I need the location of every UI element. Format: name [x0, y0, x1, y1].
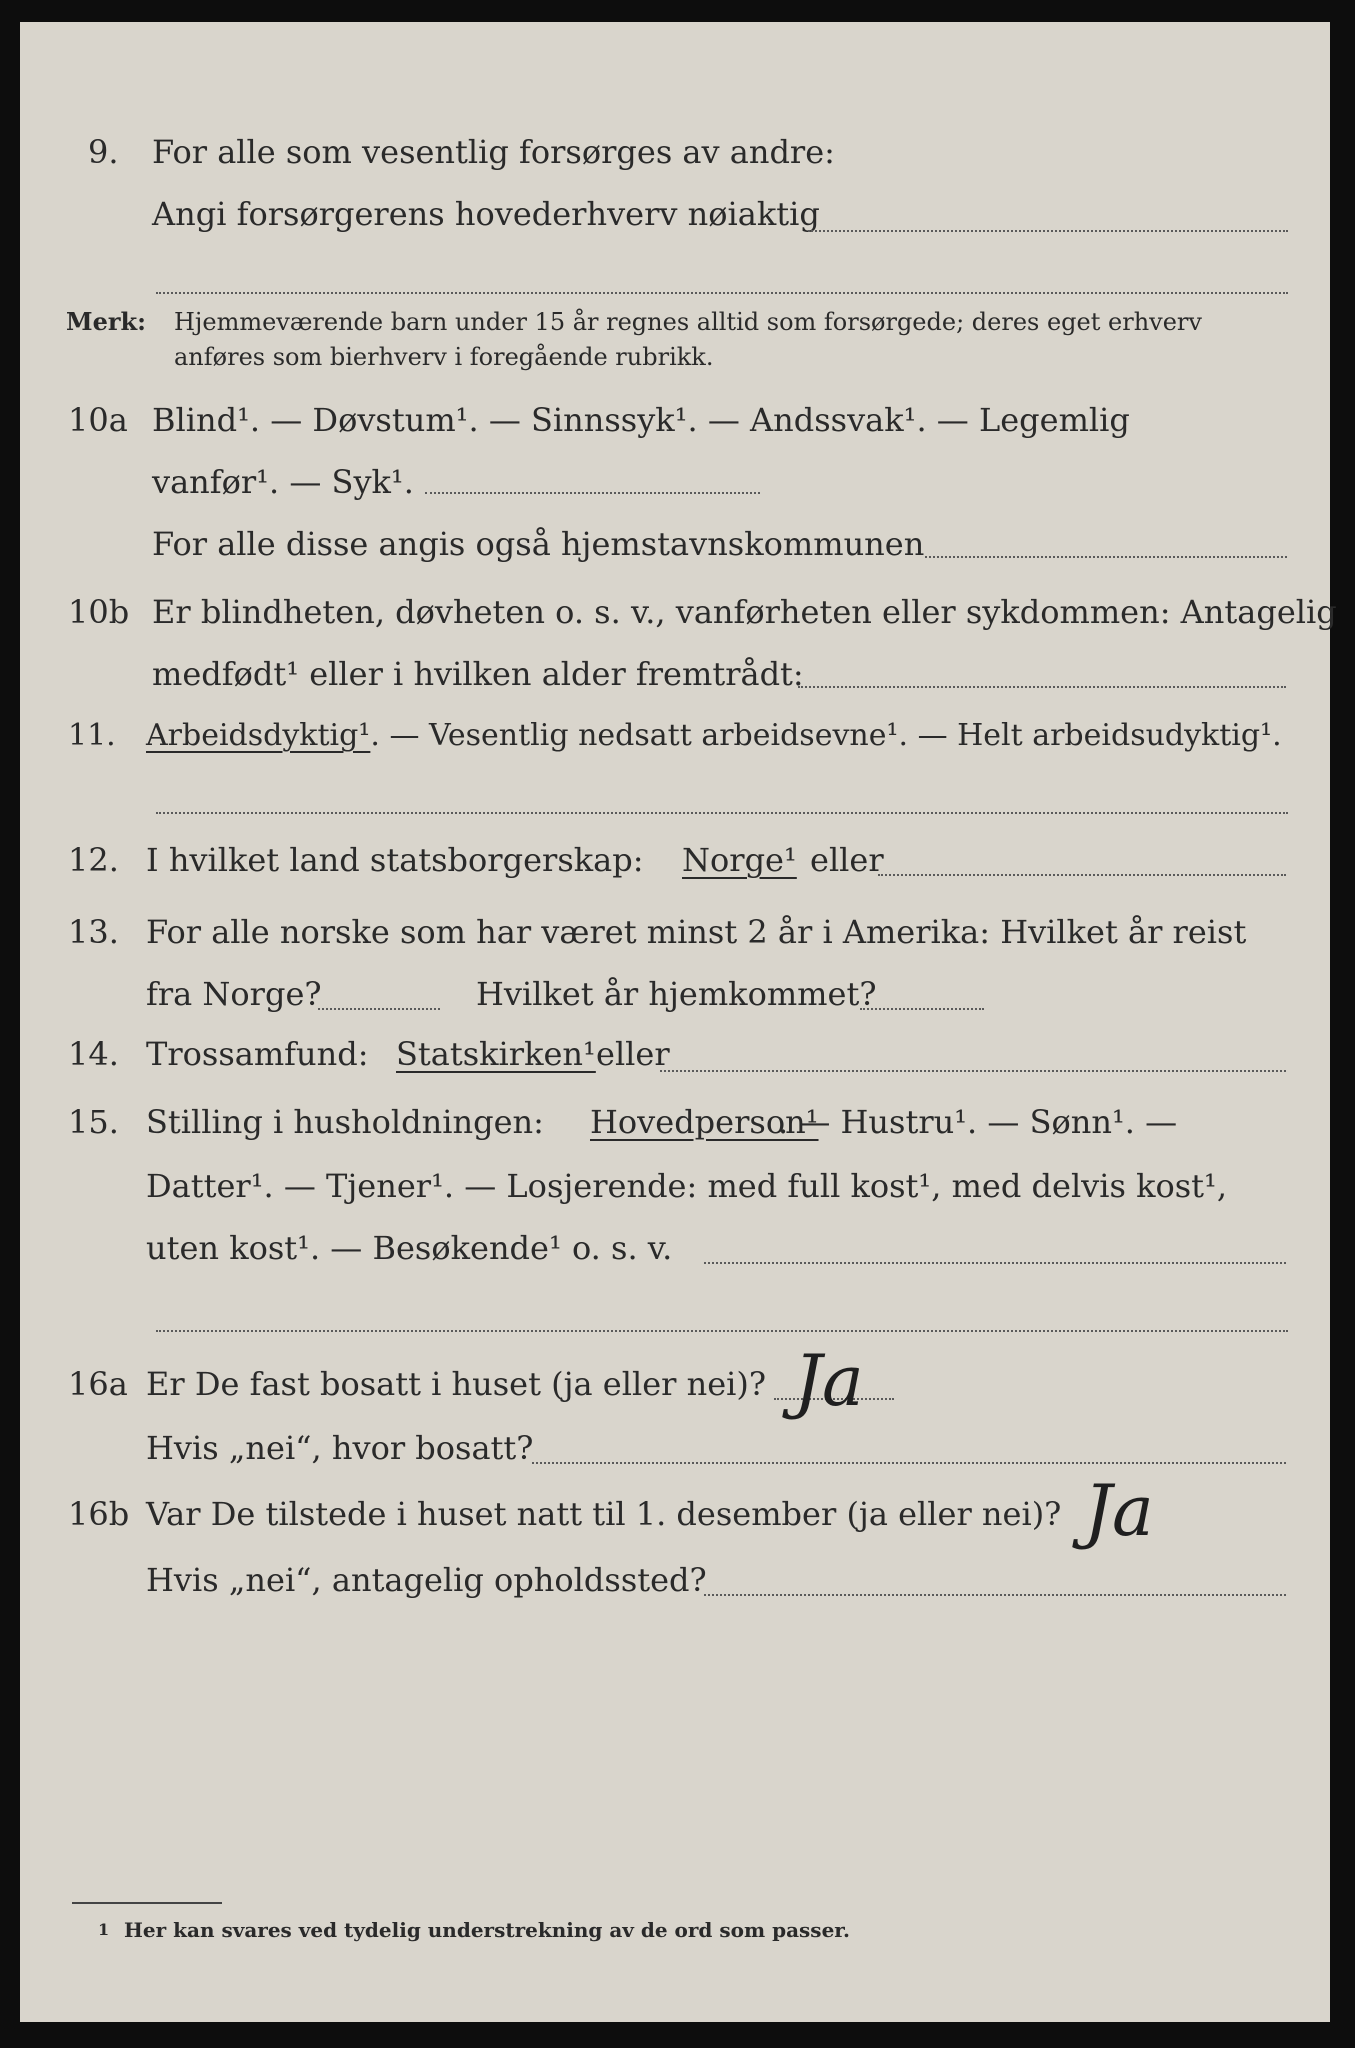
- item-number: 15.: [68, 1103, 119, 1141]
- answer-line[interactable]: [156, 1330, 1288, 1332]
- question-text: Datter¹. — Tjener¹. — Losjerende: med full kost¹, med delvis kost¹,: [146, 1167, 1228, 1205]
- note-text: Hjemmeværende barn under 15 år regnes alltid som forsørgede; deres eget erhverv: [174, 308, 1202, 336]
- marked-answer[interactable]: Hovedperson¹: [590, 1103, 819, 1141]
- census-form-page: [20, 22, 1337, 2022]
- scan-border-top: [0, 0, 1355, 22]
- answer-line[interactable]: [660, 1070, 1286, 1072]
- item-number: 9.: [88, 133, 119, 171]
- note-label: Merk:: [66, 307, 146, 336]
- question-text: For alle som vesentlig forsørges av andre:: [152, 133, 835, 171]
- item-number: 14.: [68, 1035, 119, 1073]
- item-number: 12.: [68, 841, 119, 879]
- answer-line[interactable]: [156, 812, 1288, 814]
- marked-answer[interactable]: Arbeidsdyktig¹: [146, 718, 371, 753]
- question-text: fra Norge?: [146, 975, 322, 1013]
- question-text: For alle norske som har været minst 2 år i Amerika: Hvilket år reist: [146, 913, 1247, 951]
- question-text: Hvis „nei“, hvor bosatt?: [146, 1429, 534, 1467]
- answer-line[interactable]: [925, 556, 1287, 558]
- footnote-mark: 1: [98, 1920, 110, 1939]
- question-text: Var De tilstede i huset natt til 1. desember (ja eller nei)?: [146, 1495, 1062, 1533]
- note-text: anføres som bierhverv i foregående rubrikk.: [174, 343, 714, 371]
- answer-line[interactable]: [532, 1462, 1286, 1464]
- item-number: 10a: [68, 401, 128, 439]
- marked-answer[interactable]: Statskirken¹: [396, 1035, 596, 1073]
- answer-line[interactable]: [704, 1594, 1286, 1596]
- answer-line[interactable]: [798, 686, 1286, 688]
- answer-line[interactable]: [878, 874, 1286, 876]
- question-text: . — Vesentlig nedsatt arbeidsevne¹. — Helt arbeidsudyktig¹.: [370, 718, 1282, 753]
- footnote-rule: [72, 1902, 222, 1904]
- question-text: Er De fast bosatt i huset (ja eller nei)?: [146, 1365, 767, 1403]
- question-text: . — Hustru¹. — Sønn¹. —: [778, 1103, 1178, 1141]
- answer-line[interactable]: [808, 230, 1288, 232]
- question-text: Hvilket år hjemkommet?: [476, 975, 877, 1013]
- question-text: Stilling i husholdningen:: [146, 1103, 544, 1141]
- question-text: uten kost¹. — Besøkende¹ o. s. v.: [146, 1229, 673, 1267]
- item-number: 13.: [68, 913, 119, 951]
- question-text: I hvilket land statsborgerskap:: [146, 841, 644, 879]
- question-text: vanfør¹. — Syk¹.: [152, 463, 414, 501]
- question-text: Blind¹. — Døvstum¹. — Sinnssyk¹. — Andssvak¹. — Legemlig: [152, 401, 1130, 439]
- question-text: medfødt¹ eller i hvilken alder fremtrådt:: [152, 655, 804, 693]
- question-text: For alle disse angis også hjemstavnskommunen: [152, 525, 925, 563]
- answer-line[interactable]: [156, 292, 1288, 294]
- answer-line[interactable]: [860, 1008, 984, 1010]
- question-text: eller: [810, 841, 884, 879]
- item-number: 11.: [68, 718, 116, 753]
- footnote-text: Her kan svares ved tydelig understrekning av de ord som passer.: [124, 1918, 850, 1942]
- question-text: Er blindheten, døvheten o. s. v., vanførheten eller sykdommen: Antagelig: [152, 593, 1337, 631]
- answer-line[interactable]: [318, 1008, 440, 1010]
- answer-line[interactable]: [704, 1262, 1286, 1264]
- question-text-group: [146, 716, 1282, 756]
- handwritten-answer: Ja: [794, 1340, 864, 1422]
- question-text: Trossamfund:: [146, 1035, 369, 1073]
- marked-answer[interactable]: Norge¹: [682, 841, 797, 879]
- question-text: Angi forsørgerens hovederhverv nøiaktig: [152, 195, 820, 233]
- item-number: 10b: [68, 593, 130, 631]
- answer-line[interactable]: [425, 492, 760, 494]
- handwritten-answer: Ja: [1084, 1470, 1154, 1552]
- question-text: Hvis „nei“, antagelig opholdssted?: [146, 1561, 707, 1599]
- item-number: 16a: [68, 1365, 128, 1403]
- item-number: 16b: [68, 1495, 130, 1533]
- question-text: eller: [596, 1035, 670, 1073]
